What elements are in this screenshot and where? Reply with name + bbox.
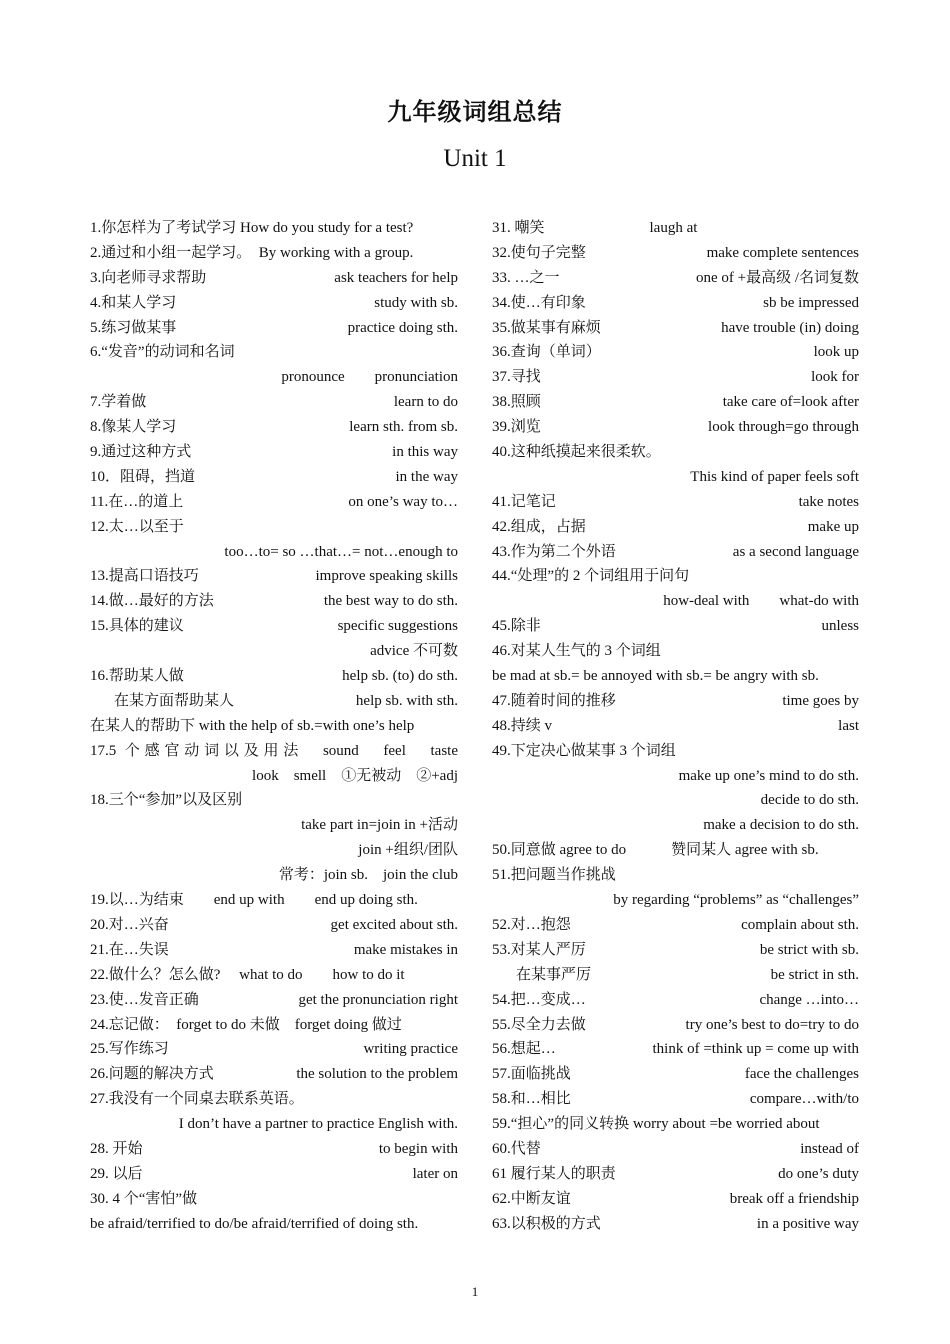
phrase-chinese: 61 履行某人的职责 — [492, 1165, 616, 1182]
phrase-text: 31. 嘲笑 laugh at — [492, 220, 698, 236]
phrase-row — [90, 266, 458, 291]
phrase-row — [492, 1212, 859, 1237]
phrase-english: help sb. with sth. — [355, 692, 458, 709]
phrase-text: 在某人的帮助下 with the help of sb.=with one’s help — [90, 717, 415, 734]
phrase-english: make complete sentences — [706, 244, 859, 261]
phrase-english: unless — [821, 618, 859, 635]
phrase-row — [90, 415, 458, 440]
phrase-english: think of =think up = come up with — [652, 1041, 859, 1058]
phrase-chinese: 7.学着做 — [90, 394, 147, 411]
phrase-chinese: 58.和…相比 — [492, 1091, 571, 1108]
phrase-row — [492, 365, 859, 390]
phrase-chinese: 13.提高口语技巧 — [90, 568, 199, 585]
phrase-row — [492, 813, 859, 838]
phrase-row — [90, 1212, 458, 1237]
phrase-text: 49.下定决心做某事 3 个词组 — [492, 742, 676, 759]
phrase-text: make up one’s mind to do sth. — [678, 767, 859, 784]
right-phrase-column — [492, 216, 859, 1237]
phrase-row — [492, 788, 859, 813]
phrase-chinese: 21.在…失误 — [90, 941, 169, 958]
phrase-english: have trouble (in) doing — [721, 319, 859, 336]
phrase-chinese: 32.使句子完整 — [492, 244, 586, 261]
phrase-row — [90, 291, 458, 316]
left-phrase-column — [90, 216, 458, 1237]
phrase-text: 22.做什么？怎么做? what to do how to do it — [90, 966, 405, 983]
phrase-row — [90, 1112, 458, 1137]
phrase-row — [90, 764, 458, 789]
phrase-english: in this way — [392, 444, 458, 461]
phrase-row — [90, 465, 458, 490]
phrase-english: in a positive way — [756, 1215, 859, 1232]
phrase-english: look up — [813, 344, 859, 361]
phrase-chinese: 14.做…最好的方法 — [90, 593, 214, 610]
phrase-row — [492, 340, 859, 365]
phrase-row — [492, 1087, 859, 1112]
phrase-row — [492, 241, 859, 266]
phrase-chinese: 25.写作练习 — [90, 1041, 169, 1058]
phrase-chinese: 16.帮助某人做 — [90, 668, 184, 685]
phrase-text: too…to= so …that…= not…enough to — [224, 543, 458, 560]
phrase-text: look smell ①无被动 ②+adj — [252, 767, 458, 784]
phrase-chinese: 57.面临挑战 — [492, 1066, 571, 1083]
phrase-english: change …into… — [759, 991, 859, 1008]
phrase-text: take part in=join in +活动 — [301, 817, 458, 834]
phrase-text: 30. 4 个“害怕”做 — [90, 1190, 198, 1207]
phrase-row — [492, 216, 859, 241]
phrase-row — [492, 689, 859, 714]
phrase-english: improve speaking skills — [315, 568, 458, 585]
phrase-text: 12.太…以至于 — [90, 518, 184, 535]
phrase-row — [492, 614, 859, 639]
phrase-row — [492, 1062, 859, 1087]
phrase-row — [492, 564, 859, 589]
phrase-chinese: 41.记笔记 — [492, 493, 556, 510]
phrase-english: get excited about sth. — [330, 916, 458, 933]
phrase-row — [90, 316, 458, 341]
phrase-row — [492, 540, 859, 565]
phrase-english: ask teachers for help — [334, 269, 458, 286]
phrase-row — [492, 664, 859, 689]
phrase-row — [90, 390, 458, 415]
phrase-row — [90, 540, 458, 565]
phrase-english: make mistakes in — [353, 941, 458, 958]
phrase-chinese: 39.浏览 — [492, 419, 541, 436]
phrase-chinese: 48.持续 v — [492, 717, 553, 734]
phrase-row — [90, 1162, 458, 1187]
phrase-row — [492, 1037, 859, 1062]
phrase-chinese: 52.对…抱怨 — [492, 916, 571, 933]
phrase-row — [492, 415, 859, 440]
phrase-chinese: 43.作为第二个外语 — [492, 543, 616, 560]
phrase-chinese: 38.照顾 — [492, 394, 541, 411]
phrase-row — [90, 988, 458, 1013]
phrase-row — [492, 1187, 859, 1212]
phrase-row — [90, 490, 458, 515]
phrase-row — [492, 863, 859, 888]
phrase-row — [90, 639, 458, 664]
phrase-text: 40.这种纸摸起来很柔软。 — [492, 444, 661, 461]
phrase-text: be afraid/terrified to do/be afraid/terrified of doing sth. — [90, 1215, 419, 1232]
phrase-text: join +组织/团队 — [358, 842, 458, 859]
phrase-row — [90, 664, 458, 689]
phrase-chinese: 3.向老师寻求帮助 — [90, 269, 207, 286]
phrase-english: take care of=look after — [722, 394, 859, 411]
phrase-text: 17.5 个感官动词以及用法 sound feel taste — [90, 742, 458, 759]
phrase-row — [492, 490, 859, 515]
phrase-row — [90, 340, 458, 365]
phrase-english: sb be impressed — [763, 294, 859, 311]
phrase-text: make a decision to do sth. — [703, 817, 859, 834]
phrase-row — [492, 963, 859, 988]
phrase-row — [90, 515, 458, 540]
phrase-english: specific suggestions — [337, 618, 458, 635]
phrase-row — [90, 365, 458, 390]
phrase-row — [492, 1162, 859, 1187]
phrase-text: 6.“发音”的动词和名词 — [90, 344, 235, 361]
phrase-english: in the way — [395, 468, 458, 485]
phrase-chinese: 8.像某人学习 — [90, 419, 177, 436]
phrase-row — [492, 1137, 859, 1162]
phrase-text: be mad at sb.= be annoyed with sb.= be angry with sb. — [492, 668, 819, 685]
phrase-chinese: 63.以积极的方式 — [492, 1215, 601, 1232]
phrase-english: do one’s duty — [778, 1165, 859, 1182]
phrase-row — [90, 1087, 458, 1112]
phrase-text: I don’t have a partner to practice English with. — [178, 1116, 458, 1133]
phrase-english: learn to do — [393, 394, 458, 411]
phrase-row — [492, 440, 859, 465]
phrase-row — [90, 216, 458, 241]
phrase-row — [90, 963, 458, 988]
phrase-chinese: 36.查询（单词） — [492, 344, 601, 361]
unit-heading: Unit 1 — [443, 145, 507, 172]
phrase-text: advice 不可数 — [370, 643, 458, 660]
phrase-row — [90, 938, 458, 963]
phrase-chinese: 11.在…的道上 — [90, 493, 184, 510]
phrase-text: 24.忘记做： forget to do 未做 forget doing 做过 — [90, 1016, 402, 1033]
phrase-text: 18.三个“参加”以及区别 — [90, 792, 243, 809]
phrase-english: time goes by — [782, 692, 859, 709]
phrase-row — [90, 838, 458, 863]
phrase-english: as a second language — [732, 543, 859, 560]
phrase-row — [90, 689, 458, 714]
phrase-text: 44.“处理”的 2 个词组用于问句 — [492, 568, 690, 585]
phrase-english: break off a friendship — [729, 1190, 859, 1207]
phrase-chinese: 20.对…兴奋 — [90, 916, 169, 933]
phrase-row — [492, 316, 859, 341]
phrase-english: compare…with/to — [749, 1091, 859, 1108]
phrase-english: last — [838, 717, 859, 734]
phrase-chinese: 10．阻碍，挡道 — [90, 468, 196, 485]
phrase-row — [90, 913, 458, 938]
phrase-english: look for — [811, 369, 859, 386]
phrase-english: learn sth. from sb. — [349, 419, 458, 436]
phrase-text: 19.以…为结束 end up with end up doing sth. — [90, 892, 418, 909]
phrase-english: complain about sth. — [741, 916, 859, 933]
phrase-english: study with sb. — [374, 294, 458, 311]
phrase-english: to begin with — [378, 1140, 458, 1157]
phrase-row — [492, 515, 859, 540]
phrase-chinese: 53.对某人严厉 — [492, 941, 586, 958]
phrase-chinese: 60.代替 — [492, 1140, 541, 1157]
phrase-chinese: 62.中断友谊 — [492, 1190, 571, 1207]
phrase-english: look through=go through — [708, 419, 859, 436]
phrase-english: later on — [412, 1165, 458, 1182]
phrase-row — [90, 1062, 458, 1087]
phrase-chinese: 55.尽全力去做 — [492, 1016, 586, 1033]
phrase-english: face the challenges — [744, 1066, 859, 1083]
phrase-chinese: 5.练习做某事 — [90, 319, 177, 336]
phrase-row — [90, 564, 458, 589]
phrase-text: pronounce pronunciation — [281, 369, 458, 386]
phrase-english: help sb. (to) do sth. — [342, 668, 458, 685]
phrase-english: the best way to do sth. — [323, 593, 458, 610]
phrase-row — [90, 863, 458, 888]
phrase-row — [90, 888, 458, 913]
phrase-chinese: 42.组成，占据 — [492, 518, 586, 535]
phrase-chinese: 26.问题的解决方式 — [90, 1066, 214, 1083]
phrase-row — [492, 988, 859, 1013]
phrase-chinese: 29. 以后 — [90, 1165, 143, 1182]
phrase-row — [492, 714, 859, 739]
phrase-row — [492, 938, 859, 963]
phrase-chinese: 在某事严厉 — [516, 966, 592, 983]
phrase-text: 常考：join sb. join the club — [278, 867, 458, 884]
phrase-row — [492, 838, 859, 863]
phrase-row — [90, 1137, 458, 1162]
phrase-row — [90, 241, 458, 266]
phrase-row — [90, 788, 458, 813]
phrase-english: one of +最高级 /名词复数 — [695, 269, 859, 286]
phrase-row — [492, 390, 859, 415]
phrase-row — [90, 1187, 458, 1212]
phrase-chinese: 23.使…发音正确 — [90, 991, 199, 1008]
phrase-row — [90, 714, 458, 739]
document-title: 九年级词组总结 — [387, 100, 563, 126]
phrase-chinese: 15.具体的建议 — [90, 618, 184, 635]
phrase-text: 2.通过和小组一起学习。 By working with a group. — [90, 244, 414, 261]
phrase-text: how-deal with what-do with — [663, 593, 859, 610]
phrase-row — [492, 589, 859, 614]
phrase-chinese: 在某方面帮助某人 — [114, 692, 235, 709]
phrase-english: be strict in sth. — [770, 966, 859, 983]
phrase-row — [90, 589, 458, 614]
phrase-english: be strict with sb. — [759, 941, 859, 958]
phrase-chinese: 33. …之一 — [492, 269, 560, 286]
page-number: 1 — [471, 1284, 479, 1299]
phrase-row — [492, 913, 859, 938]
phrase-chinese: 45.除非 — [492, 618, 541, 635]
phrase-text: 59.“担心”的同义转换 worry about =be worried about — [492, 1116, 820, 1133]
phrase-chinese: 28. 开始 — [90, 1140, 143, 1157]
phrase-chinese: 35.做某事有麻烦 — [492, 319, 601, 336]
phrase-english: practice doing sth. — [347, 319, 458, 336]
phrase-row — [492, 291, 859, 316]
phrase-row — [90, 1037, 458, 1062]
phrase-english: instead of — [800, 1140, 859, 1157]
phrase-chinese: 4.和某人学习 — [90, 294, 177, 311]
phrase-row — [90, 614, 458, 639]
phrase-row — [492, 266, 859, 291]
phrase-text: 1.你怎样为了考试学习 How do you study for a test? — [90, 220, 414, 236]
phrase-chinese: 34.使…有印象 — [492, 294, 586, 311]
phrase-row — [492, 764, 859, 789]
phrase-chinese: 56.想起… — [492, 1041, 556, 1058]
phrase-row — [492, 739, 859, 764]
phrase-english: get the pronunciation right — [298, 991, 458, 1008]
phrase-chinese: 37.寻找 — [492, 369, 541, 386]
phrase-english: writing practice — [363, 1041, 458, 1058]
phrase-row — [90, 813, 458, 838]
phrase-chinese: 47.随着时间的推移 — [492, 692, 616, 709]
phrase-row — [90, 1013, 458, 1038]
phrase-text: by regarding “problems” as “challenges” — [613, 892, 859, 909]
phrase-text: 50.同意做 agree to do 赞同某人 agree with sb. — [492, 842, 819, 859]
phrase-english: the solution to the problem — [296, 1066, 458, 1083]
phrase-english: try one’s best to do=try to do — [685, 1016, 859, 1033]
phrase-row — [90, 440, 458, 465]
phrase-text: decide to do sth. — [760, 792, 859, 809]
phrase-english: on one’s way to… — [348, 493, 458, 510]
phrase-english: take notes — [798, 493, 859, 510]
phrase-row — [492, 1013, 859, 1038]
phrase-row — [492, 888, 859, 913]
phrase-text: 27.我没有一个同桌去联系英语。 — [90, 1091, 304, 1108]
phrase-row — [492, 639, 859, 664]
phrase-chinese: 9.通过这种方式 — [90, 444, 192, 461]
phrase-row — [492, 465, 859, 490]
phrase-english: make up — [807, 518, 859, 535]
phrase-row — [90, 739, 458, 764]
phrase-row — [492, 1112, 859, 1137]
phrase-text: 46.对某人生气的 3 个词组 — [492, 643, 661, 660]
phrase-chinese: 54.把…变成… — [492, 991, 586, 1008]
phrase-text: 51.把问题当作挑战 — [492, 867, 616, 884]
phrase-text: This kind of paper feels soft — [690, 468, 859, 485]
